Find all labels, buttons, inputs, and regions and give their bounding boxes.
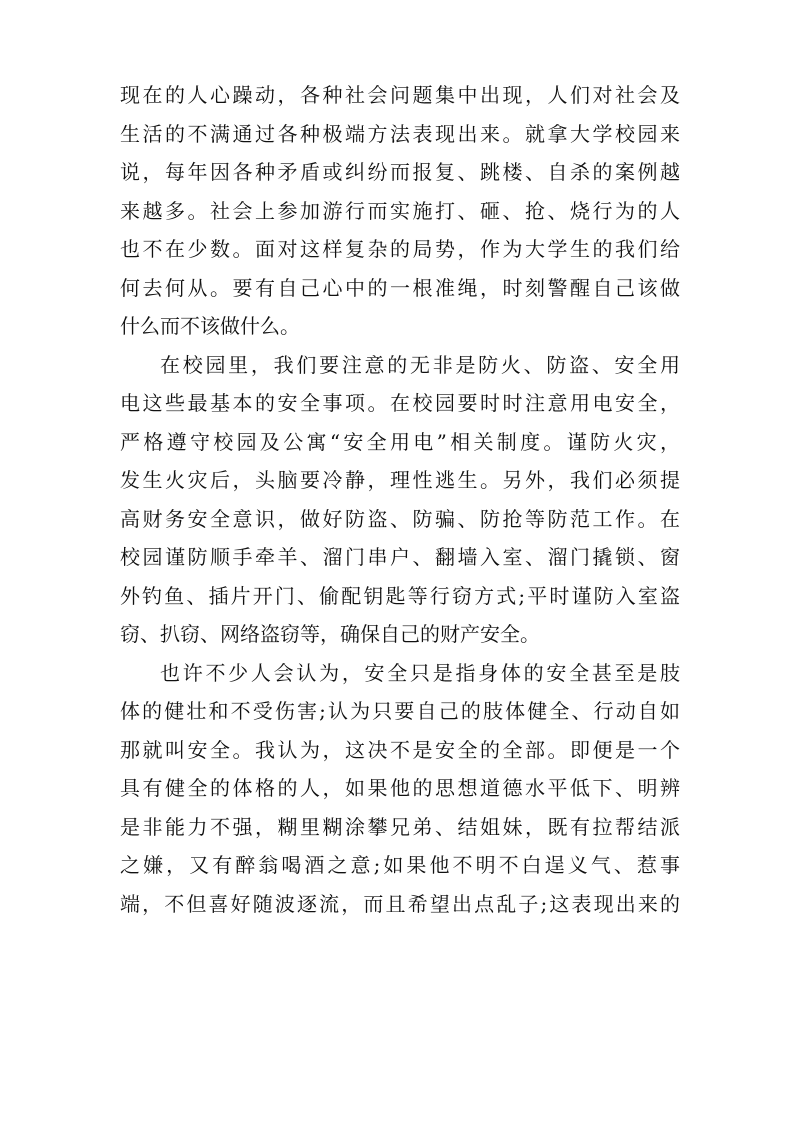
paragraph-2 bbox=[120, 346, 680, 654]
paragraph-3 bbox=[120, 654, 680, 924]
text-line: 也许不少人会认为，安全只是指身体的安全甚至是肢 bbox=[160, 660, 680, 685]
text-line: 在校园里，我们要注意的无非是防火、防盗、安全用 bbox=[160, 352, 680, 377]
text-line: 现在的人心躁动，各种社会问题集中出现，人们对社会及 bbox=[120, 83, 680, 107]
text-line: 窃、扒窃、网络盗窃等，确保自己的财产安全。 bbox=[120, 622, 540, 646]
paragraph-1 bbox=[120, 76, 680, 346]
text-line: 是非能力不强，糊里糊涂攀兄弟、结姐妹，既有拉帮结派 bbox=[120, 814, 680, 839]
text-line: 高财务安全意识，做好防盗、防骗、防抢等防范工作。在 bbox=[120, 506, 680, 531]
text-line: 具有健全的体格的人，如果他的思想道德水平低下、明辨 bbox=[120, 776, 680, 800]
text-line: 端，不但喜好随波逐流，而且希望出点乱子;这表现出来的 bbox=[120, 891, 680, 916]
text-line: 什么而不该做什么。 bbox=[120, 314, 300, 338]
text-line: 说，每年因各种矛盾或纠纷而报复、跳楼、自杀的案例越 bbox=[120, 160, 680, 184]
text-line: 生活的不满通过各种极端方法表现出来。就拿大学校园来 bbox=[120, 121, 680, 146]
text-line: 严格遵守校园及公寓“安全用电”相关制度。谨防火灾， bbox=[120, 429, 680, 454]
text-line: 何去何从。要有自己心中的一根准绳，时刻警醒自己该做 bbox=[120, 275, 680, 300]
text-line: 之嫌，又有醉翁喝酒之意;如果他不明不白逞义气、惹事 bbox=[120, 853, 680, 877]
text-line: 也不在少数。面对这样复杂的局势，作为大学生的我们给 bbox=[120, 237, 680, 261]
text-line: 电这些最基本的安全事项。在校园要时时注意用电安全， bbox=[120, 391, 680, 415]
text-line: 校园谨防顺手牵羊、溜门串户、翻墙入室、溜门撬锁、窗 bbox=[120, 545, 680, 569]
document-page bbox=[120, 76, 680, 923]
text-line: 来越多。社会上参加游行而实施打、砸、抢、烧行为的人 bbox=[120, 198, 680, 223]
text-line: 体的健壮和不受伤害;认为只要自己的肢体健全、行动自如 bbox=[120, 699, 680, 723]
text-line: 发生火灾后，头脑要冷静，理性逃生。另外，我们必须提 bbox=[120, 468, 680, 492]
text-line: 外钓鱼、插片开门、偷配钥匙等行窃方式;平时谨防入室盗 bbox=[120, 583, 680, 608]
text-line: 那就叫安全。我认为，这决不是安全的全部。即便是一个 bbox=[120, 737, 680, 762]
